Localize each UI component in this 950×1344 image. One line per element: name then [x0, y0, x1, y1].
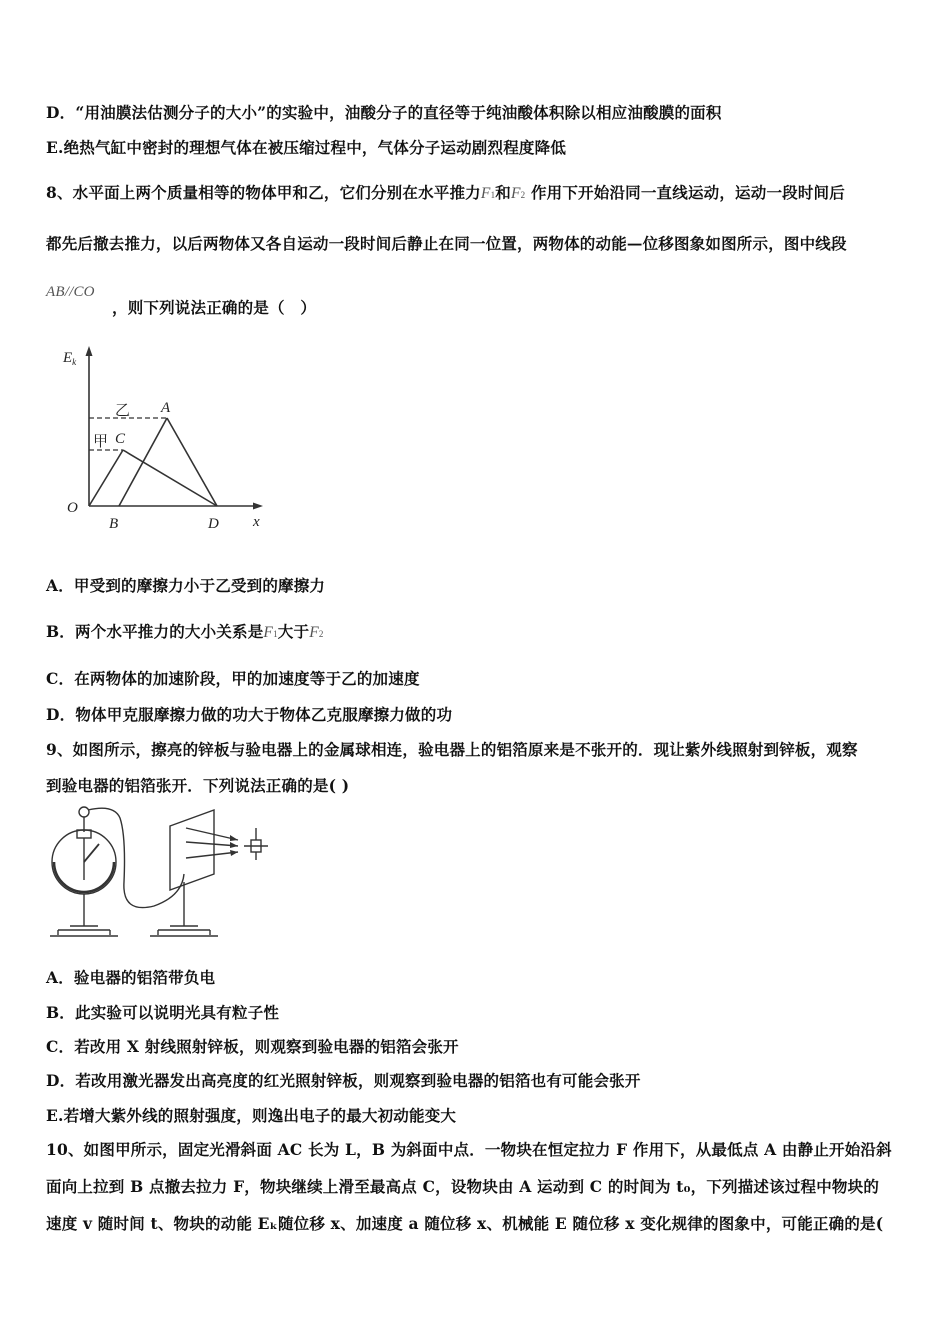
zinc-plate: [170, 810, 214, 890]
line-ba: [119, 418, 167, 506]
q7-option-d: D．“用油膜法估测分子的大小”的实验中，油酸分子的直径等于纯油酸体积除以相应油酸膜的面积: [46, 103, 722, 122]
q9-stem-line2: 到验电器的铝箔张开．下列说法正确的是( ): [46, 776, 350, 795]
q8-b-f2: F2: [309, 624, 324, 641]
q9-option-d: D．若改用激光器发出高亮度的红光照射锌板，则观察到验电器的铝箔也有可能会张开: [46, 1071, 641, 1090]
q8-stem-text-a: 8、水平面上两个质量相等的物体甲和乙，它们分别在水平推力: [46, 183, 481, 202]
point-d-label: D: [208, 516, 219, 532]
metal-ball: [79, 807, 89, 817]
q8-option-a: A．甲受到的摩擦力小于乙受到的摩擦力: [46, 576, 326, 595]
line-ad: [167, 418, 217, 506]
y-axis-arrow: [86, 346, 93, 356]
q8-stem-text-b: 作用下开始沿同一直线运动，运动一段时间后: [530, 183, 845, 202]
ek-x-graph: [55, 340, 275, 544]
q10-stem-line2: 面向上拉到 B 点撤去拉力 F，物块继续上滑至最高点 C，设物块由 A 运动到 C 的时间为 t₀，下列描述该过程中物块的: [46, 1177, 880, 1196]
line-oc: [89, 450, 123, 506]
q8-stem-line1: [46, 181, 845, 203]
point-c-label: C: [115, 431, 126, 447]
q9-option-e: E.若增大紫外线的照射强度，则逸出电子的最大初动能变大: [46, 1106, 457, 1125]
q8-option-c: C．在两物体的加速阶段，甲的加速度等于乙的加速度: [46, 669, 420, 688]
q9-option-b: B．此实验可以说明光具有粒子性: [46, 1003, 280, 1022]
q10-stem-line3: 速度 v 随时间 t、物块的动能 Eₖ随位移 x、加速度 a 随位移 x、机械能 E 随位移 x 变化规律的图象中，可能正确的是(: [46, 1214, 884, 1233]
x-axis-arrow: [253, 503, 263, 510]
q8-option-b: B．两个水平推力的大小关系是F1大于F2: [46, 622, 324, 641]
x-label: x: [253, 514, 260, 530]
q10-stem-line1: 10、如图甲所示，固定光滑斜面 AC 长为 L，B 为斜面中点．一物块在恒定拉力 F 作用下，从最低点 A 由静止开始沿斜: [46, 1140, 892, 1159]
point-a-label: A: [161, 400, 171, 416]
yi-label: 乙: [115, 403, 131, 419]
q8-option-d: D．物体甲克服摩擦力做的功大于物体乙克服摩擦力做的功: [46, 705, 453, 724]
foil: [84, 844, 99, 862]
q9-option-c: C．若改用 X 射线照射锌板，则观察到验电器的铝箔会张开: [46, 1037, 459, 1056]
q8-f1: F1: [480, 185, 496, 202]
origin-label: O: [67, 500, 78, 516]
point-b-label: B: [109, 516, 119, 532]
q8-b-f1: F1: [263, 624, 278, 641]
q9-option-a: A．验电器的铝箔带负电: [46, 968, 216, 987]
ek-label: $E_k$: [63, 350, 77, 367]
q9-stem-line1: 9、如图所示，擦亮的锌板与验电器上的金属球相连，验电器上的铝箔原来是不张开的．现让紫外线照射到锌板，观察: [46, 740, 858, 759]
q8-abco: AB//CO: [46, 284, 95, 300]
q7-option-e: E.绝热气缸中密封的理想气体在被压缩过程中，气体分子运动剧烈程度降低: [46, 138, 567, 157]
line-cd: [123, 450, 217, 506]
uv-ray-3: [186, 852, 238, 858]
q8-and: 和: [495, 183, 511, 202]
q8-stem-line2: 都先后撤去推力，以后两物体又各自运动一段时间后静止在同一位置，两物体的动能—位移图象如图所示，图中线段: [46, 234, 847, 253]
q8-f2: F2: [510, 185, 526, 202]
q8-stem-line3: ，则下列说法正确的是（ ）: [112, 298, 317, 317]
jia-label: 甲: [93, 434, 109, 450]
electroscope-figure: [44, 802, 304, 951]
